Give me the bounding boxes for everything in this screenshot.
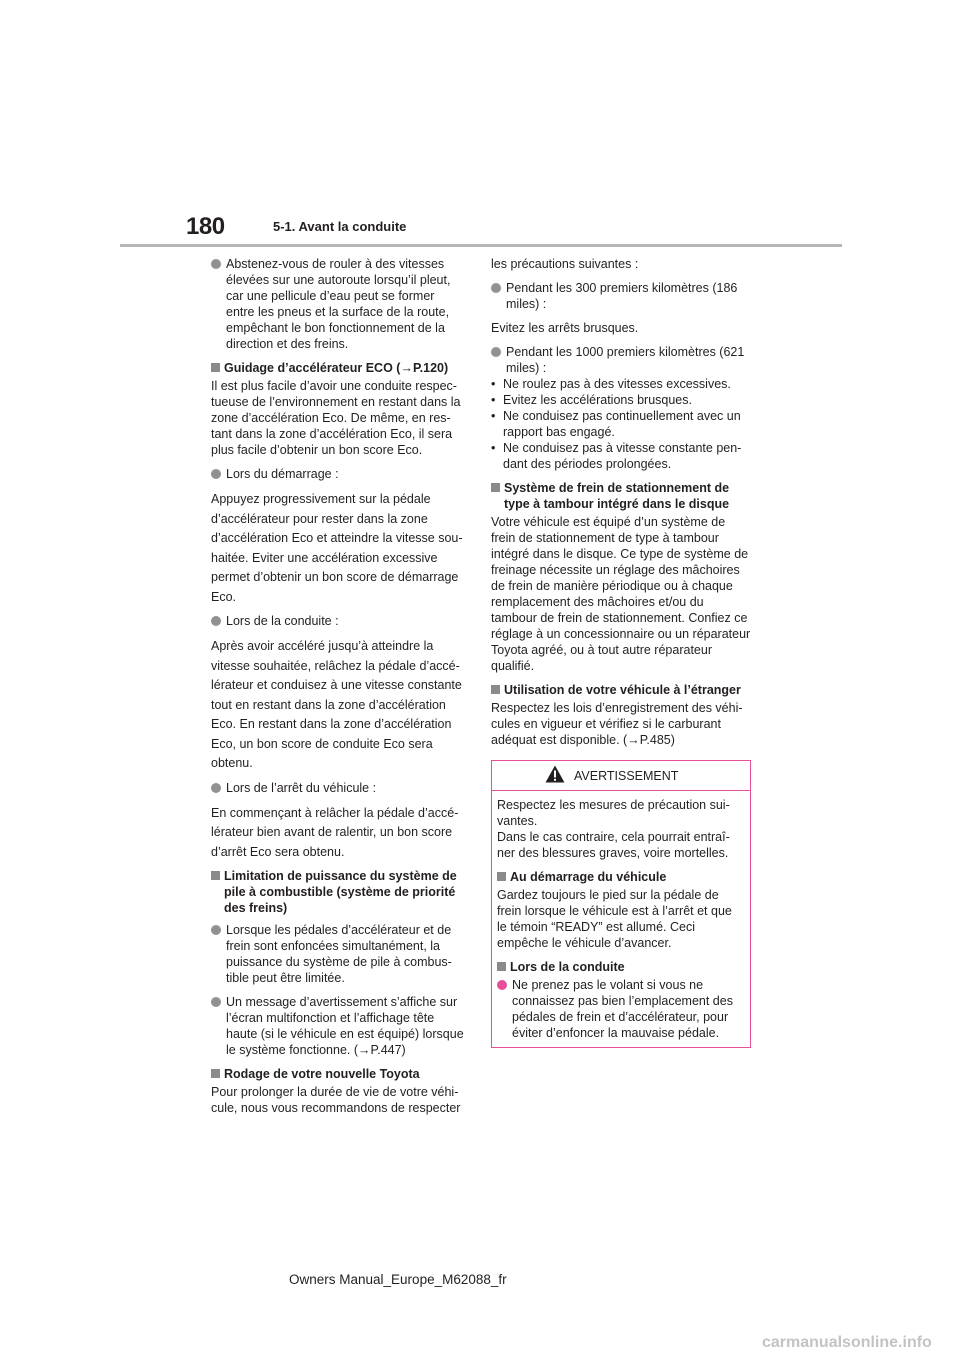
- subheading-text: Limitation de puissance du système de pile à combustible (système de priorité des freins): [224, 869, 457, 915]
- bullet-dot-icon: [491, 283, 501, 293]
- warning-body: [492, 791, 750, 1047]
- bullet-dot-icon: [211, 616, 221, 626]
- warning-intro: Respectez les mesures de précaution sui-vantes.: [497, 798, 730, 828]
- bullet-dot-icon: [211, 997, 221, 1007]
- subheading: [491, 682, 751, 698]
- header-rule: [120, 244, 842, 247]
- square-bullet-icon: [497, 872, 506, 881]
- paragraph: les précautions suivantes :: [491, 257, 639, 271]
- warning-triangle-icon: [545, 765, 565, 783]
- paragraph: Evitez les arrêts brusques.: [491, 321, 639, 335]
- bullet-dot-icon: [497, 980, 507, 990]
- bullet-text: Lors de la conduite :: [226, 614, 339, 628]
- bullet-item: [211, 256, 466, 352]
- bullet-dot-icon: [491, 347, 501, 357]
- subheading: [211, 1066, 466, 1082]
- square-bullet-icon: [211, 871, 220, 880]
- dash-text: Ne conduisez pas continuellement avec un rapport bas engagé.: [503, 409, 741, 439]
- subheading-text: Lors de la conduite: [510, 960, 625, 974]
- paragraph: Appuyez progressivement sur la pédale d’accélérateur pour rester dans la zone d’accélération Eco et atteindre la vitesse sou-haitée. Eviter une accélération excessive permet d’obtenir un bon score de démarrage Eco.: [211, 492, 463, 604]
- left-column: [211, 256, 466, 1124]
- subheading: [497, 869, 744, 885]
- dash-item: • Ne conduisez pas à vitesse constante pen-dant des périodes prolongées.: [491, 441, 742, 471]
- subheading-text: Utilisation de votre véhicule à l’étranger: [504, 683, 741, 697]
- paragraph: Respectez les lois d’enregistrement des véhi-cules en vigueur et vérifiez si le carburant adéquat est disponible. (→P.485): [491, 701, 743, 747]
- dash-text: Evitez les accélérations brusques.: [503, 393, 692, 407]
- dash-item: • Evitez les accélérations brusques.: [491, 393, 692, 407]
- bullet-text: Un message d’avertissement s’affiche sur l’écran multifonction et l’affichage tête haute (si le véhicule en est équipé) lorsque le système fonctionne. (→P.447): [226, 995, 464, 1057]
- subheading-text: Guidage d’accélérateur ECO (→P.120): [224, 361, 449, 375]
- warning-title: AVERTISSEMENT: [574, 769, 679, 783]
- square-bullet-icon: [211, 363, 220, 372]
- paragraph: Votre véhicule est équipé d’un système de frein de stationnement de type à tambour intégré dans le disque. Ce type de système de freinage nécessite un réglage des mâchoires de frein de manière périodique ou à chaque remplacement des mâchoires et/ou du tambour de frein de stationnement. Confiez ce réglage à un concessionnaire ou un réparateur Toyota agréé, ou à tout autre réparateur qualifié.: [491, 515, 751, 673]
- section-title: 5-1. Avant la conduite: [273, 219, 407, 234]
- bullet-item: [497, 977, 744, 1041]
- bullet-item: [211, 780, 466, 796]
- warning-intro-2: Dans le cas contraire, cela pourrait entraî-ner des blessures graves, voire mortelles.: [497, 830, 730, 860]
- bullet-text: Lors du démarrage :: [226, 467, 339, 481]
- subheading: [211, 360, 466, 376]
- paragraph: Gardez toujours le pied sur la pédale de frein lorsque le véhicule est à l’arrêt et que le témoin “READY” est allumé. Ceci empêche le véhicule d’avancer.: [497, 888, 732, 950]
- page-number: 180: [186, 213, 225, 240]
- subheading: [491, 480, 751, 512]
- subheading-text: Au démarrage du véhicule: [510, 870, 667, 884]
- paragraph: Après avoir accéléré jusqu’à atteindre la vitesse souhaitée, relâchez la pédale d’accé-lérateur et conduisez à une vitesse constante tout en restant dans la zone d’accélération Eco. En restant dans la zone d’accélération Eco, un bon score de conduite Eco sera obtenu.: [211, 639, 462, 770]
- footer: Owners Manual_Europe_M62088_fr: [289, 1272, 507, 1287]
- dash-text: Ne conduisez pas à vitesse constante pen-dant des périodes prolongées.: [503, 441, 742, 471]
- paragraph: Il est plus facile d’avoir une conduite respec-tueuse de l’environnement en restant dans la zone d’accélération Eco. De même, en res-tant dans la zone d’accélération Eco, il sera plus facile d’obtenir un bon score Eco.: [211, 379, 461, 457]
- bullet-item: [491, 280, 751, 312]
- bullet-text: Lors de l’arrêt du véhicule :: [226, 780, 377, 795]
- bullet-dot-icon: [211, 469, 221, 479]
- warning-box: [491, 760, 751, 1048]
- square-bullet-icon: [491, 685, 500, 694]
- bullet-dot-icon: [211, 783, 221, 793]
- square-bullet-icon: [211, 1069, 220, 1078]
- subheading-text: Rodage de votre nouvelle Toyota: [224, 1067, 420, 1081]
- dash-text: Ne roulez pas à des vitesses excessives.: [503, 377, 731, 391]
- warning-header: [492, 761, 750, 791]
- watermark: carmanualsonline.info: [762, 1334, 932, 1351]
- paragraph: En commençant à relâcher la pédale d’accé-lérateur bien avant de ralentir, un bon score d’arrêt Eco sera obtenu.: [211, 805, 459, 859]
- bullet-dot-icon: [211, 925, 221, 935]
- square-bullet-icon: [491, 483, 500, 492]
- bullet-text: Pendant les 1000 premiers kilomètres (621 miles) :: [506, 345, 745, 375]
- dash-item: • Ne conduisez pas continuellement avec un rapport bas engagé.: [491, 409, 741, 439]
- bullet-text: Lorsque les pédales d’accélérateur et de frein sont enfoncées simultanément, la puissance du système de pile à combus-tible peut être limitée.: [226, 923, 452, 985]
- bullet-item: [211, 613, 466, 629]
- bullet-item: [211, 922, 466, 986]
- bullet-text: Ne prenez pas le volant si vous ne connaissez pas bien l’emplacement des pédales de frein et d’accélérateur, pour éviter d’enfoncer la mauvaise pédale.: [512, 978, 733, 1040]
- bullet-dot-icon: [211, 259, 221, 269]
- subheading-text: Système de frein de stationnement de type à tambour intégré dans le disque: [504, 481, 730, 511]
- bullet-text: Abstenez-vous de rouler à des vitesses élevées sur une autoroute lorsqu’il pleut, car une pellicule d’eau peut se former entre les pneus et la surface de la route, empêchant le bon fonctionnement de la direction et des freins.: [226, 257, 451, 351]
- square-bullet-icon: [497, 962, 506, 971]
- bullet-item: [491, 344, 751, 376]
- bullet-item: [211, 466, 466, 482]
- dash-item: • Ne roulez pas à des vitesses excessives.: [491, 377, 731, 391]
- bullet-text: Pendant les 300 premiers kilomètres (186 miles) :: [506, 281, 738, 311]
- bullet-item: [211, 994, 466, 1058]
- paragraph: Pour prolonger la durée de vie de votre véhi-cule, nous vous recommandons de respecter: [211, 1085, 461, 1115]
- right-column: [491, 256, 751, 1048]
- subheading: [211, 868, 466, 916]
- subheading: [497, 959, 744, 975]
